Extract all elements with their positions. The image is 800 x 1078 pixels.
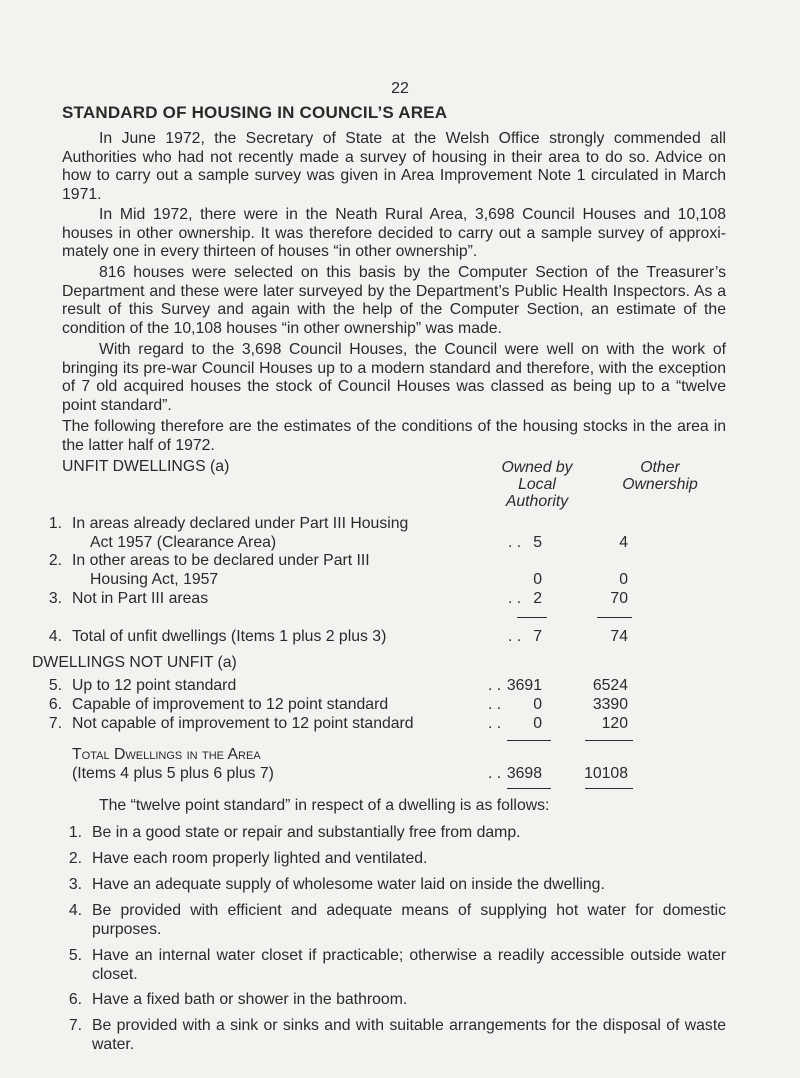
page-number: 22 — [391, 80, 409, 97]
cell-local: 0 — [533, 571, 542, 588]
cell-local: 7 — [533, 628, 542, 645]
page-title: STANDARD OF HOUSING IN COUNCIL’S AREA — [62, 103, 448, 122]
cell-local: 0 — [533, 715, 542, 732]
not-unfit-heading: DWELLINGS NOT UNFIT (a) — [32, 654, 237, 671]
paragraph-1: In June 1972, the Secretary of State at the Welsh Office strongly commended all Authorities who had not recently made a survey of housing in their area to do so. Advice on how to carry out a sample survey was given in Area Improvement Note 1 circulated in March 1971. — [62, 130, 726, 203]
cell-other: 4 — [619, 534, 628, 551]
standard-intro: The “twelve point standard” in respect of a dwelling is as follows: — [99, 797, 550, 814]
cell-other: 3390 — [592, 696, 628, 713]
paragraph-5: The following therefore are the estimates of the conditions of the housing stocks in the area in the latter half of 1972. — [62, 418, 726, 454]
cell-other: 74 — [610, 628, 628, 645]
cell-other: 10108 — [584, 765, 628, 782]
paragraph-3: 816 houses were selected on this basis by the Computer Section of the Treasurer’s Department and these were later surveyed by the Department’s Public Health Inspectors. As a result of this Survey and again with the help of the Computer Section, an estimate of the condition of the 10,108 houses “in other ownership” was made. — [62, 264, 726, 337]
cell-local: 2 — [533, 590, 542, 607]
unfit-heading: UNFIT DWELLINGS (a) — [62, 458, 230, 475]
cell-other: 6524 — [592, 677, 628, 694]
cell-local: 5 — [533, 534, 542, 551]
standard-list: 1. Be in a good state or repair and substantially free from damp. 2. Have each room properly lighted and ventilated. 3. Have an adequate supply of wholesome water laid on inside the dwelling. 4. Be provided with efficient and adequate means of supplying hot water for domestic purposes. 5. Have an internal water closet if practicable; otherwise a readily accessible outside water closet. 6. Have a fixed bath or shower in the bathroom. 7. Be provided with a sink or sinks and with suitable arrangements for the disposal of waste water. — [68, 824, 726, 1053]
cell-other: 0 — [619, 571, 628, 588]
cell-other: 120 — [601, 715, 628, 732]
paragraph-2: In Mid 1972, there were in the Neath Rural Area, 3,698 Council Houses and 10,108 houses in other ownership. It was therefore decided to carry out a sample survey of approxi- mately one in every thirteen of houses “in other ownership”. — [62, 206, 726, 261]
cell-other: 70 — [610, 590, 628, 607]
cell-local: 3698 — [506, 765, 542, 782]
column-header-local: Owned by Local Authority — [501, 459, 573, 511]
paragraph-4: With regard to the 3,698 Council Houses, the Council were well on with the work of bringing its pre-war Council Houses up to a modern standard and therefore, with the exception of 7 old acquired houses the stock of Council Houses was classed as being up to a “twelve point standard”. — [62, 341, 726, 414]
cell-local: 3691 — [506, 677, 542, 694]
cell-local: 0 — [533, 696, 542, 713]
column-header-other: Other Ownership — [622, 459, 698, 494]
